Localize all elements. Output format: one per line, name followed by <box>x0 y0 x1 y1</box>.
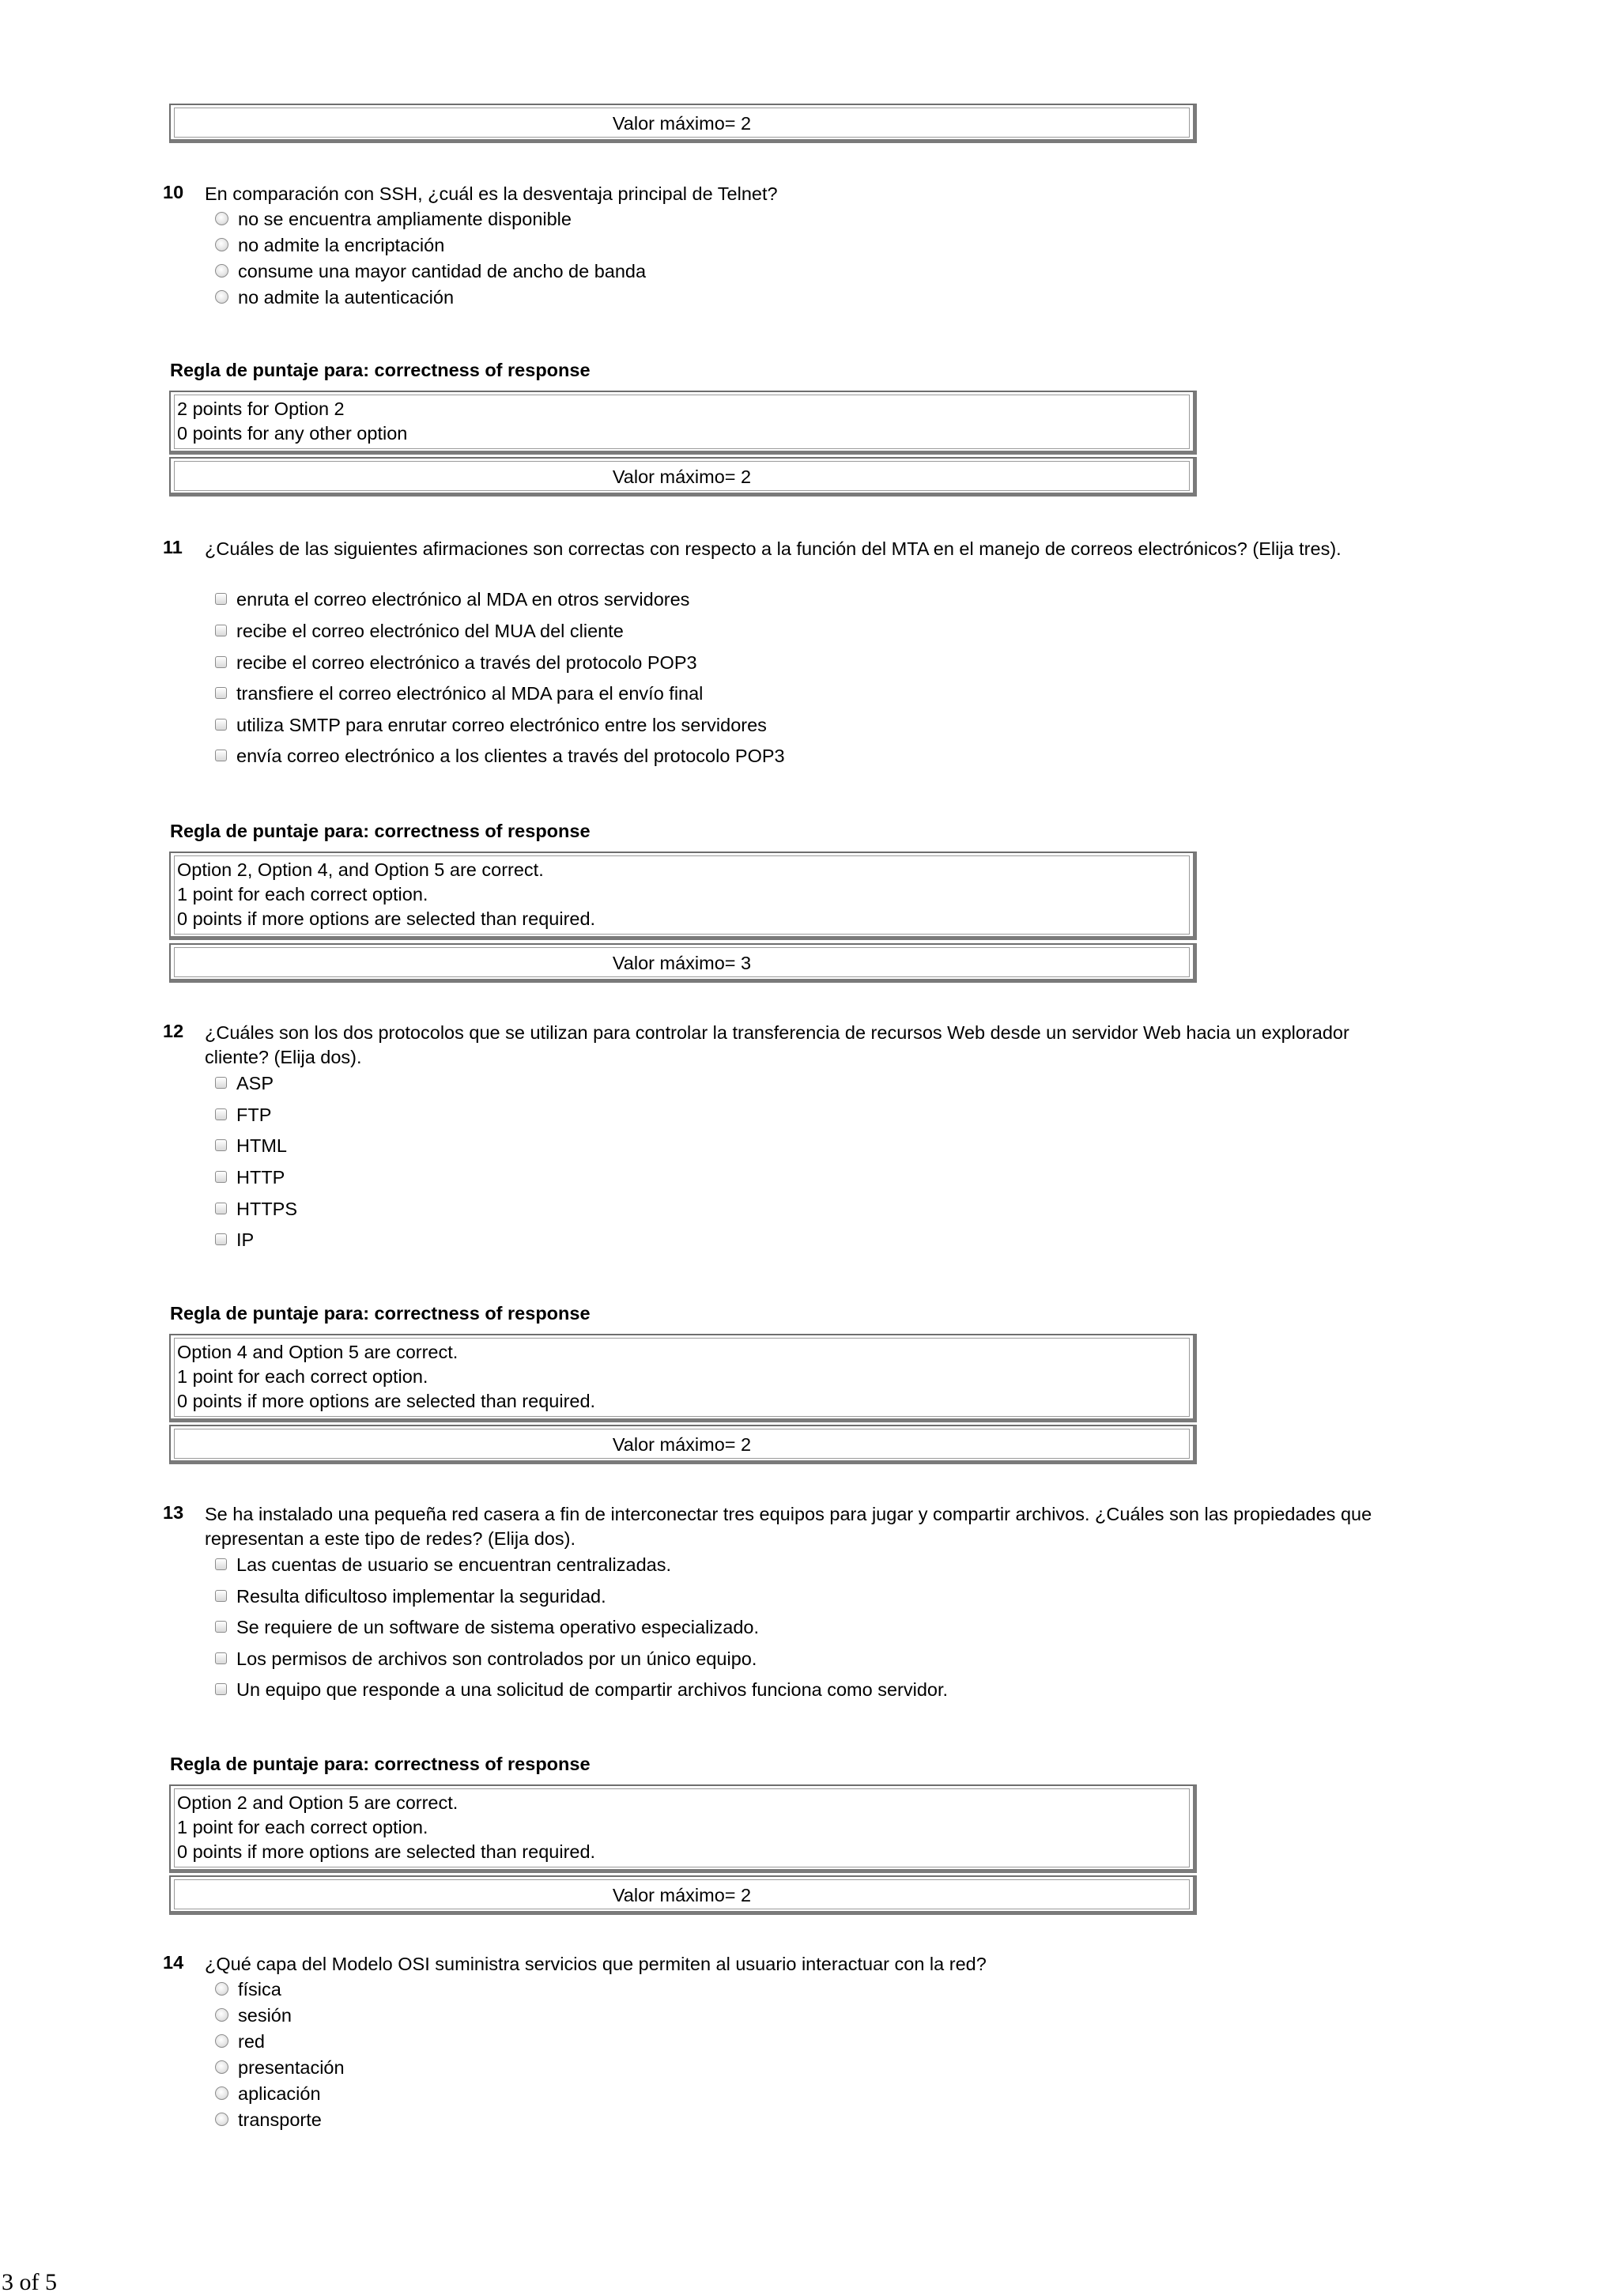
checkbox-icon[interactable] <box>215 1683 227 1695</box>
option-label: HTTPS <box>236 1199 298 1219</box>
checkbox-icon[interactable] <box>215 1077 227 1089</box>
max-value-box <box>169 943 1197 983</box>
checkbox-option[interactable] <box>215 1134 287 1157</box>
question-text: ¿Cuáles de las siguientes afirmaciones son correctas con respecto a la función del MTA en el manejo de correos electrónicos? (Elija tres). <box>205 538 1342 559</box>
radio-option[interactable] <box>215 2082 321 2105</box>
option-label: transporte <box>238 2109 322 2130</box>
max-value-text: Valor máximo= 2 <box>174 1429 1190 1459</box>
max-value-box <box>169 1875 1197 1915</box>
checkbox-icon[interactable] <box>215 656 227 668</box>
rule-line: 0 points if more options are selected than required. <box>177 908 596 929</box>
question-text: En comparación con SSH, ¿cuál es la desventaja principal de Telnet? <box>205 183 778 204</box>
max-value-box <box>169 457 1197 497</box>
option-label: consume una mayor cantidad de ancho de banda <box>238 261 647 281</box>
checkbox-icon[interactable] <box>215 1621 227 1633</box>
radio-button-icon[interactable] <box>215 2060 228 2074</box>
checkbox-option[interactable] <box>215 619 624 643</box>
option-label: red <box>238 2031 265 2052</box>
checkbox-option[interactable] <box>215 1197 297 1221</box>
question-text: Se ha instalado una pequeña red casera a fin de interconectar tres equipos para jugar y compartir archivos. ¿Cuáles son las propiedades que representan a este tipo de redes? (Elija dos). <box>205 1504 1372 1549</box>
scoring-rule-heading: Regla de puntaje para: correctness of response <box>170 1754 591 1774</box>
rule-line: 1 point for each correct option. <box>177 1817 428 1837</box>
checkbox-option[interactable] <box>215 1647 757 1671</box>
max-value-box <box>169 1425 1197 1464</box>
rule-line: Option 4 and Option 5 are correct. <box>177 1342 459 1362</box>
option-label: presentación <box>238 2057 345 2078</box>
scoring-rule-box <box>169 1334 1197 1422</box>
checkbox-option[interactable] <box>215 682 703 705</box>
checkbox-option[interactable] <box>215 1553 671 1577</box>
max-value-text: Valor máximo= 2 <box>174 461 1190 491</box>
question-number: 11 <box>163 537 183 557</box>
radio-option[interactable] <box>215 2003 292 2027</box>
option-label: Un equipo que responde a una solicitud de compartir archivos funciona como servidor. <box>236 1679 949 1700</box>
scoring-rule-box <box>169 1784 1197 1873</box>
rule-line: 2 points for Option 2 <box>177 398 345 419</box>
option-label: no admite la encriptación <box>238 235 445 255</box>
option-label: envía correo electrónico a los clientes a través del protocolo POP3 <box>236 746 785 766</box>
scoring-rule-heading: Regla de puntaje para: correctness of response <box>170 1303 591 1324</box>
option-label: IP <box>236 1229 255 1250</box>
question-number: 10 <box>163 182 184 202</box>
checkbox-icon[interactable] <box>215 1139 227 1151</box>
checkbox-option[interactable] <box>215 1103 271 1127</box>
checkbox-icon[interactable] <box>215 1590 227 1602</box>
question-number: 13 <box>163 1502 184 1523</box>
scoring-rule-box <box>169 391 1197 455</box>
checkbox-option[interactable] <box>215 1228 254 1252</box>
checkbox-option[interactable] <box>215 1165 285 1189</box>
radio-option[interactable] <box>215 259 646 283</box>
checkbox-icon[interactable] <box>215 1558 227 1570</box>
radio-button-icon[interactable] <box>215 238 228 251</box>
radio-option[interactable] <box>215 1977 281 2001</box>
rule-line: 0 points for any other option <box>177 423 408 444</box>
page-counter: 3 of 5 <box>2 2269 57 2295</box>
option-label: física <box>238 1979 281 2000</box>
option-label: Las cuentas de usuario se encuentran centralizadas. <box>236 1554 671 1575</box>
checkbox-option[interactable] <box>215 713 767 737</box>
option-label: Los permisos de archivos son controlados por un único equipo. <box>236 1648 757 1669</box>
option-label: Se requiere de un software de sistema operativo especializado. <box>236 1617 759 1637</box>
checkbox-option[interactable] <box>215 1678 948 1701</box>
checkbox-option[interactable] <box>215 651 697 674</box>
radio-option[interactable] <box>215 2030 265 2053</box>
radio-option[interactable] <box>215 233 444 257</box>
rule-line: 1 point for each correct option. <box>177 1366 428 1387</box>
option-label: transfiere el correo electrónico al MDA para el envío final <box>236 683 704 704</box>
radio-option[interactable] <box>215 2108 322 2132</box>
option-label: Resulta dificultoso implementar la seguridad. <box>236 1586 606 1607</box>
checkbox-icon[interactable] <box>215 1171 227 1183</box>
checkbox-icon[interactable] <box>215 1203 227 1214</box>
radio-button-icon[interactable] <box>215 2086 228 2100</box>
checkbox-icon[interactable] <box>215 719 227 731</box>
question-number: 12 <box>163 1021 184 1041</box>
radio-button-icon[interactable] <box>215 290 228 304</box>
rule-line: Option 2 and Option 5 are correct. <box>177 1792 459 1813</box>
rule-line: 0 points if more options are selected than required. <box>177 1391 596 1411</box>
checkbox-icon[interactable] <box>215 687 227 699</box>
rule-line: 1 point for each correct option. <box>177 884 428 904</box>
checkbox-icon[interactable] <box>215 1233 227 1245</box>
option-label: utiliza SMTP para enrutar correo electrónico entre los servidores <box>236 715 767 735</box>
checkbox-option[interactable] <box>215 587 689 611</box>
option-label: sesión <box>238 2005 292 2026</box>
option-label: no se encuentra ampliamente disponible <box>238 209 572 229</box>
checkbox-option[interactable] <box>215 1071 274 1095</box>
checkbox-icon[interactable] <box>215 1108 227 1120</box>
question-number: 14 <box>163 1952 184 1973</box>
option-label: FTP <box>236 1105 272 1125</box>
radio-option[interactable] <box>215 207 572 231</box>
option-label: aplicación <box>238 2083 321 2104</box>
max-value-text: Valor máximo= 2 <box>174 108 1190 138</box>
checkbox-option[interactable] <box>215 1615 759 1639</box>
scoring-rule-heading: Regla de puntaje para: correctness of response <box>170 821 591 841</box>
radio-button-icon[interactable] <box>215 2034 228 2048</box>
option-label: HTTP <box>236 1167 285 1188</box>
option-label: recibe el correo electrónico del MUA del cliente <box>236 621 624 641</box>
max-value-box-top <box>169 104 1197 143</box>
radio-button-icon[interactable] <box>215 2113 228 2126</box>
checkbox-icon[interactable] <box>215 625 227 636</box>
radio-button-icon[interactable] <box>215 264 228 278</box>
question-text: ¿Qué capa del Modelo OSI suministra servicios que permiten al usuario interactuar con la red? <box>205 1954 987 1974</box>
rule-line: 0 points if more options are selected than required. <box>177 1841 596 1862</box>
radio-option[interactable] <box>215 285 454 309</box>
radio-button-icon[interactable] <box>215 212 228 225</box>
radio-button-icon[interactable] <box>215 2008 228 2022</box>
checkbox-icon[interactable] <box>215 750 227 761</box>
radio-button-icon[interactable] <box>215 1982 228 1996</box>
option-label: enruta el correo electrónico al MDA en otros servidores <box>236 589 690 610</box>
rule-line: Option 2, Option 4, and Option 5 are correct. <box>177 859 544 880</box>
option-label: no admite la autenticación <box>238 287 455 308</box>
scoring-rule-heading: Regla de puntaje para: correctness of response <box>170 360 591 380</box>
question-text: ¿Cuáles son los dos protocolos que se utilizan para controlar la transferencia de recursos Web desde un servidor Web hacia un explorador cliente? (Elija dos). <box>205 1022 1349 1067</box>
option-label: HTML <box>236 1135 287 1156</box>
option-label: recibe el correo electrónico a través del protocolo POP3 <box>236 652 697 673</box>
radio-option[interactable] <box>215 2056 345 2079</box>
checkbox-option[interactable] <box>215 1584 606 1608</box>
option-label: ASP <box>236 1073 274 1093</box>
checkbox-option[interactable] <box>215 744 785 768</box>
checkbox-icon[interactable] <box>215 1652 227 1664</box>
checkbox-icon[interactable] <box>215 593 227 605</box>
max-value-text: Valor máximo= 3 <box>174 947 1190 977</box>
max-value-text: Valor máximo= 2 <box>174 1879 1190 1909</box>
scoring-rule-box <box>169 852 1197 940</box>
